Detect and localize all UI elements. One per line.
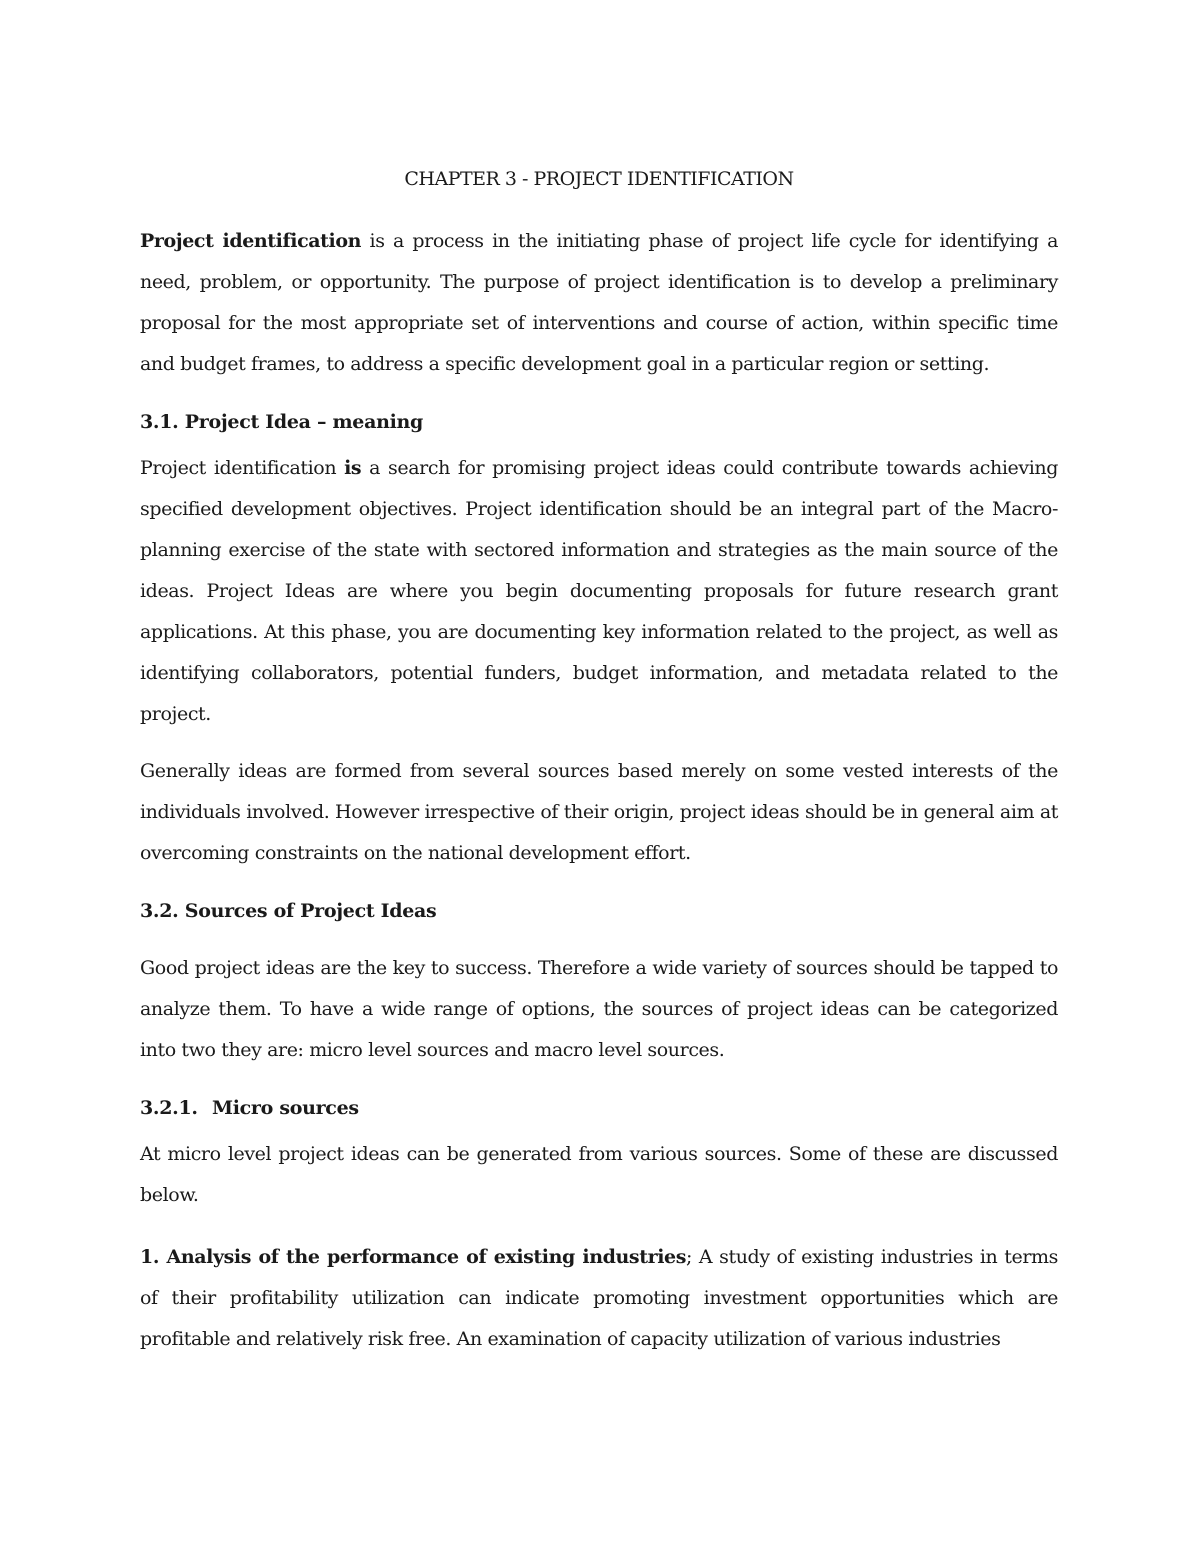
- section-heading-3-2-1: [140, 1092, 1058, 1124]
- section-3-1-paragraph-1: [140, 448, 1058, 735]
- chapter-title: CHAPTER 3 - PROJECT IDENTIFICATION: [404, 168, 794, 190]
- section-heading-3-2: 3.2. Sources of Project Ideas: [140, 900, 437, 922]
- section-3-2-paragraph-1: Good project ideas are the key to success. Therefore a wide variety of sources should be tapped to analyze them. To have a wide range of options, the sources of project ideas can be categorized into two they are: micro level sources and macro level sources.: [140, 957, 1058, 1061]
- section-heading-3-1: 3.1. Project Idea – meaning: [140, 411, 424, 433]
- document-body: [140, 163, 1058, 1360]
- s31-p1-text-a: Project identification: [140, 457, 345, 479]
- section-title: Micro sources: [212, 1097, 359, 1119]
- intro-paragraph: [140, 221, 1058, 385]
- list-item-1: [140, 1237, 1058, 1360]
- list-item-1-heading: 1. Analysis of the performance of existing industries: [140, 1246, 687, 1268]
- intro-term: Project identification: [140, 230, 362, 252]
- section-3-1-paragraph-2: Generally ideas are formed from several sources based merely on some vested interests of the individuals involved. However irrespective of their origin, project ideas should be in general aim at overcoming constraints on the national development effort.: [140, 760, 1058, 864]
- intro-text: is a process in the initiating phase of project life cycle for identifying a need, problem, or opportunity. The purpose of project identification is to develop a preliminary proposal for the most appropriate set of interventions and course of action, within specific time and budget frames, to address a specific development goal in a particular region or setting.: [140, 230, 1058, 375]
- section-3-2-1-paragraph-1: At micro level project ideas can be generated from various sources. Some of these are discussed below.: [140, 1143, 1058, 1206]
- section-number: 3.2.1.: [140, 1097, 198, 1119]
- list-item-1-text: ; A study of existing industries in terms of their profitability utilization can indicate promoting investment opportunities which are profitable and relatively risk free. An examination of capacity utilization of various industries: [140, 1246, 1058, 1350]
- s31-p1-text-b: a search for promising project ideas could contribute towards achieving specified development objectives. Project identification should be an integral part of the Macro-planning exercise of the state with sectored information and strategies as the main source of the ideas. Project Ideas are where you begin documenting proposals for future research grant applications. At this phase, you are documenting key information related to the project, as well as identifying collaborators, potential funders, budget information, and metadata related to the project.: [140, 457, 1059, 725]
- s31-p1-bold: is: [344, 457, 362, 479]
